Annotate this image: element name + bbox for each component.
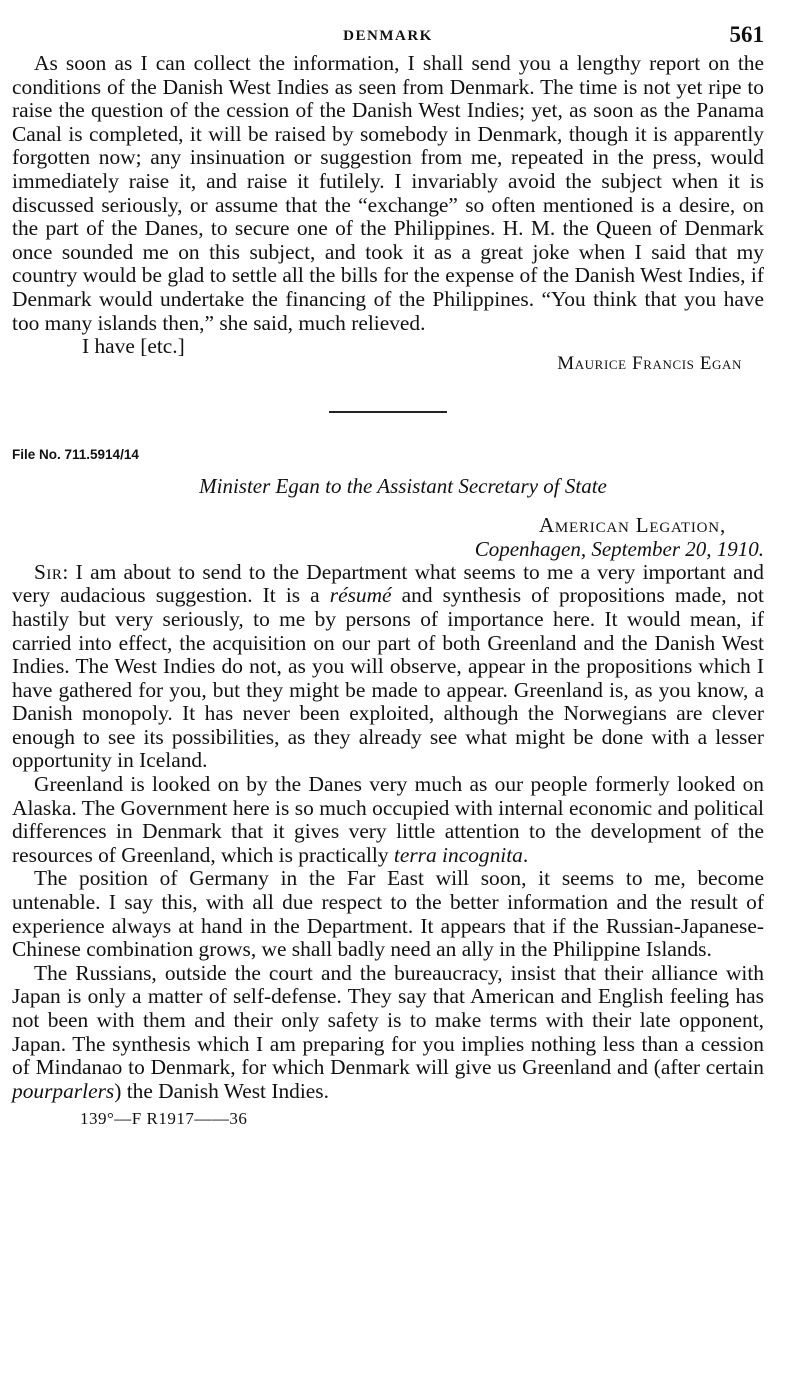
letter2-paragraph-2 <box>12 773 764 867</box>
signature-mark: 139°—F R1917——36 <box>80 1109 248 1129</box>
letter2-paragraph-3: The position of Germany in the Far East will soon, it seems to me, become untenable. I say this, with all due respect to the better information and the result of experience always at hand in the Department. It appears that if the Russian-Japanese-Chinese combination grows, we shall badly need an ally in the Philippine Islands. <box>12 866 764 962</box>
salutation: Sir <box>34 559 63 584</box>
document-page <box>12 22 764 1129</box>
page-number: 561 <box>729 22 764 47</box>
legation-name: American Legation, <box>538 512 726 537</box>
place-and-date <box>12 513 764 561</box>
p1-text-a: : I am about to send to the Department what seems to me a very important and very audacious suggestion. It is a <box>12 559 764 608</box>
p1-text-b: and synthesis of propositions made, not hastily but very seriously, to me by persons of importance here. It would mean, if carried into effect, the acquisition on our part of both Greenland and the Danish West Indies. The West Indies do not, as you will observe, appear in the propositions which I have gathered for you, but they might be made to appear. Greenland is, as you know, a Danish monopoly. It has never been exploited, although the Norwegians are clever enough to see its possibilities, as they already see what might be done with a lesser opportunity in Iceland. <box>12 583 764 773</box>
letter1-closing: I have [etc.] <box>82 334 185 359</box>
letter2-paragraph-1 <box>12 561 764 773</box>
p2-text-b: . <box>522 842 529 867</box>
page-header <box>12 22 764 52</box>
running-head: DENMARK <box>343 28 433 44</box>
place-date: Copenhagen, September 20, 1910. <box>474 536 764 561</box>
letter2-paragraph-4 <box>12 962 764 1104</box>
file-number: File No. 711.5914/14 <box>12 446 139 462</box>
letter1-paragraph: As soon as I can collect the information, I shall send you a lengthy report on the conditions of the Danish West Indies as seen from Denmark. The time is not yet ripe to raise the question of the cession of the Danish West Indies; yet, as soon as the Panama Canal is completed, it will be raised by somebody in Denmark, though it is apparently forgotten now; any insinuation or suggestion from me, repeated in the press, would immediately raise it, and raise it futilely. I invariably avoid the subject when it is discussed seriously, or assume that the “exchange” so often mentioned is a desire, on the part of the Danes, to secure one of the Philippines. H. M. the Queen of Denmark once sounded me on this subject, and took it as a great joke when I said that my country would be glad to settle all the bills for the expense of the Danish West Indies, if Denmark would undertake the financing of the Philippines. “You think that you have too many islands then,” she said, much relieved. <box>12 51 764 335</box>
section-divider <box>329 411 447 413</box>
p4-emphasis: pourparlers <box>12 1078 115 1103</box>
p2-emphasis: terra incognita <box>393 842 523 867</box>
letter1-signature: Maurice Francis Egan <box>557 352 742 374</box>
document-title: Minister Egan to the Assistant Secretary of State <box>199 473 607 498</box>
p4-text-a: The Russians, outside the court and the bureaucracy, insist that their alliance with Japan is only a matter of self-defense. They say that American and English feeling has not been with them and their only safety is to make terms with their late opponent, Japan. The synthesis which I am preparing for you implies nothing less than a cession of Mindanao to Denmark, for which Denmark will give us Greenland and (after certain <box>12 960 764 1080</box>
p1-emphasis: résumé <box>329 583 392 608</box>
p4-text-b: ) the Danish West Indies. <box>114 1078 329 1103</box>
p2-text-a: Greenland is looked on by the Danes very much as our people formerly looked on Alaska. The Government here is so much occupied with internal economic and political differences in Denmark that it gives very little attention to the development of the resources of Greenland, which is practically <box>12 772 764 867</box>
